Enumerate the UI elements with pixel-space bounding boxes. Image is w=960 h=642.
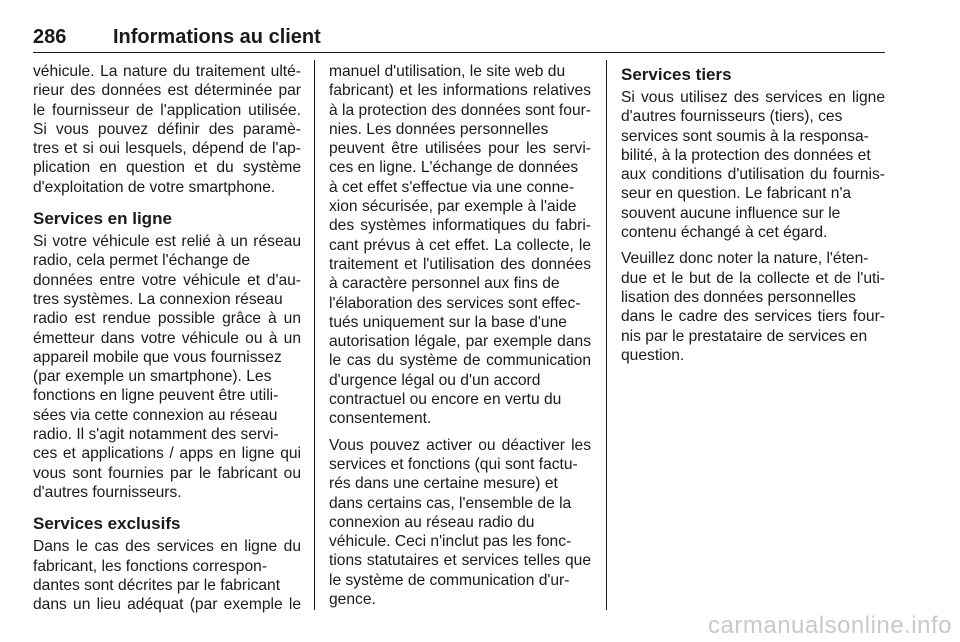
- text-line: Si vous utilisez des services en ligne: [621, 89, 885, 106]
- text-line: gence.: [329, 591, 376, 609]
- section-heading: Services en ligne: [33, 209, 172, 229]
- text-line: fabricant) et les informations relatives: [329, 82, 591, 100]
- text-line: Vous pouvez activer ou déactiver les: [329, 436, 591, 454]
- text-line: fabricant, les fonctions correspon-: [33, 557, 268, 575]
- text-line: d'autres fournisseurs (tiers), ces: [621, 108, 843, 126]
- text-line: dans un lieu adéquat (par exemple le: [33, 596, 301, 614]
- text-line: peuvent être utilisées pour les servi-: [329, 140, 591, 158]
- text-line: aux conditions d'utilisation du fournis-: [621, 166, 885, 184]
- section-heading: Services exclusifs: [33, 514, 181, 534]
- text-line: connexion au réseau radio du: [329, 513, 535, 531]
- text-line: autorisation légale, par exemple dans: [329, 333, 591, 351]
- text-line: services et fonctions (qui sont factu-: [329, 455, 578, 473]
- text-line: ces en ligne. L'échange de données: [329, 159, 579, 177]
- paragraph: [329, 436, 591, 610]
- text-line: le fournisseur de l'application utilisée.: [33, 101, 301, 119]
- text-line: Dans le cas des services en ligne du: [33, 538, 301, 556]
- page-number: 286: [33, 26, 67, 48]
- text-line: dans le cadre des services tiers four-: [621, 308, 885, 326]
- text-line: dantes sont décrites par le fabricant: [33, 576, 281, 594]
- page-title: Informations au client: [113, 26, 321, 48]
- text-line: véhicule. La nature du traitement ulté-: [33, 63, 301, 80]
- text-line: radio est rendue possible grâce à un: [33, 310, 301, 328]
- text-line: appareil mobile que vous fournissez: [33, 348, 282, 366]
- text-line: (par exemple un smartphone). Les: [33, 368, 272, 386]
- text-line: tres et si oui lesquels, dépend de l'ap-: [33, 140, 301, 158]
- text-line: consentement.: [329, 410, 432, 428]
- text-line: plication en question et du système: [33, 159, 301, 177]
- paragraph: [33, 62, 301, 197]
- text-line: rés dans une certaine mesure) et: [329, 475, 558, 493]
- text-line: question.: [621, 346, 685, 364]
- page-header: [33, 26, 885, 54]
- text-line: à la protection des données sont four-: [329, 101, 591, 119]
- text-line: fonctions en ligne peuvent être utili-: [33, 387, 279, 405]
- text-line: à cet effet s'effectue via une conne-: [329, 178, 575, 196]
- text-line: le cas du système de communication: [329, 352, 591, 370]
- text-line: à caractère personnel aux fins de: [329, 275, 560, 293]
- text-line: ces et applications / apps en ligne qui: [33, 445, 301, 463]
- column-3: [621, 62, 885, 365]
- text-line: rieur des données est déterminée par: [33, 82, 301, 100]
- text-line: d'urgence légal ou d'un accord: [329, 371, 541, 389]
- column-1: [33, 62, 301, 614]
- column-2: [329, 62, 591, 609]
- text-line: radio. Il s'agit notamment des servi-: [33, 426, 279, 444]
- header-divider: [33, 52, 885, 53]
- paragraph: [33, 537, 301, 614]
- text-line: véhicule. Ceci n'inclut pas les fonc-: [329, 533, 572, 551]
- text-line: Si vous pouvez définir des paramè-: [33, 120, 301, 138]
- text-line: traitement et l'utilisation des données: [329, 255, 591, 273]
- text-line: Si votre véhicule est relié à un réseau: [33, 233, 301, 251]
- text-line: données entre votre véhicule et d'au-: [33, 271, 301, 289]
- text-line: émetteur dans votre véhicule ou à un: [33, 329, 301, 347]
- site-watermark: carmanualsonline.info: [708, 612, 952, 639]
- text-line: tions statutaires et services telles que: [329, 552, 591, 570]
- text-line: le système de communication d'ur-: [329, 571, 570, 589]
- text-line: radio, cela permet l'échange de: [33, 252, 251, 270]
- column-divider-1: [314, 60, 315, 610]
- text-line: souvent aucune influence sur le: [621, 204, 841, 222]
- text-line: vous sont fournies par le fabricant ou: [33, 464, 301, 482]
- text-line: Veuillez donc noter la nature, l'éten-: [621, 250, 869, 268]
- text-line: contractuel ou encore en vertu du: [329, 391, 562, 409]
- text-line: services sont soumis à la responsa-: [621, 127, 869, 145]
- text-line: l'élaboration des services sont effec-: [329, 294, 581, 312]
- text-line: manuel d'utilisation, le site web du: [329, 63, 566, 80]
- text-line: nies. Les données personnelles: [329, 120, 549, 138]
- text-line: nis par le prestataire de services en: [621, 327, 868, 345]
- text-line: cant prévus à cet effet. La collecte, le: [329, 236, 591, 254]
- text-line: seur en question. Le fabricant n'a: [621, 185, 852, 203]
- text-line: d'exploitation de votre smartphone.: [33, 178, 276, 196]
- paragraph: [329, 62, 591, 429]
- text-line: d'autres fournisseurs.: [33, 483, 182, 501]
- text-line: contenu échangé à cet égard.: [621, 224, 828, 242]
- paragraph: [621, 88, 885, 242]
- text-line: dans certains cas, l'ensemble de la: [329, 494, 572, 512]
- paragraph: [621, 249, 885, 365]
- text-line: due et le but de la collecte et de l'uti-: [621, 269, 885, 287]
- section-heading: Services tiers: [621, 65, 732, 84]
- text-line: tres systèmes. La connexion réseau: [33, 290, 283, 308]
- column-divider-2: [606, 60, 607, 610]
- text-line: des systèmes informatiques du fabri-: [329, 217, 591, 235]
- paragraph: [33, 232, 301, 502]
- text-line: tués uniquement sur la base d'une: [329, 313, 567, 331]
- text-line: sées via cette connexion au réseau: [33, 406, 278, 424]
- text-line: xion sécurisée, par exemple à l'aide: [329, 198, 577, 216]
- text-line: bilité, à la protection des données et: [621, 146, 871, 164]
- text-line: lisation des données personnelles: [621, 288, 856, 306]
